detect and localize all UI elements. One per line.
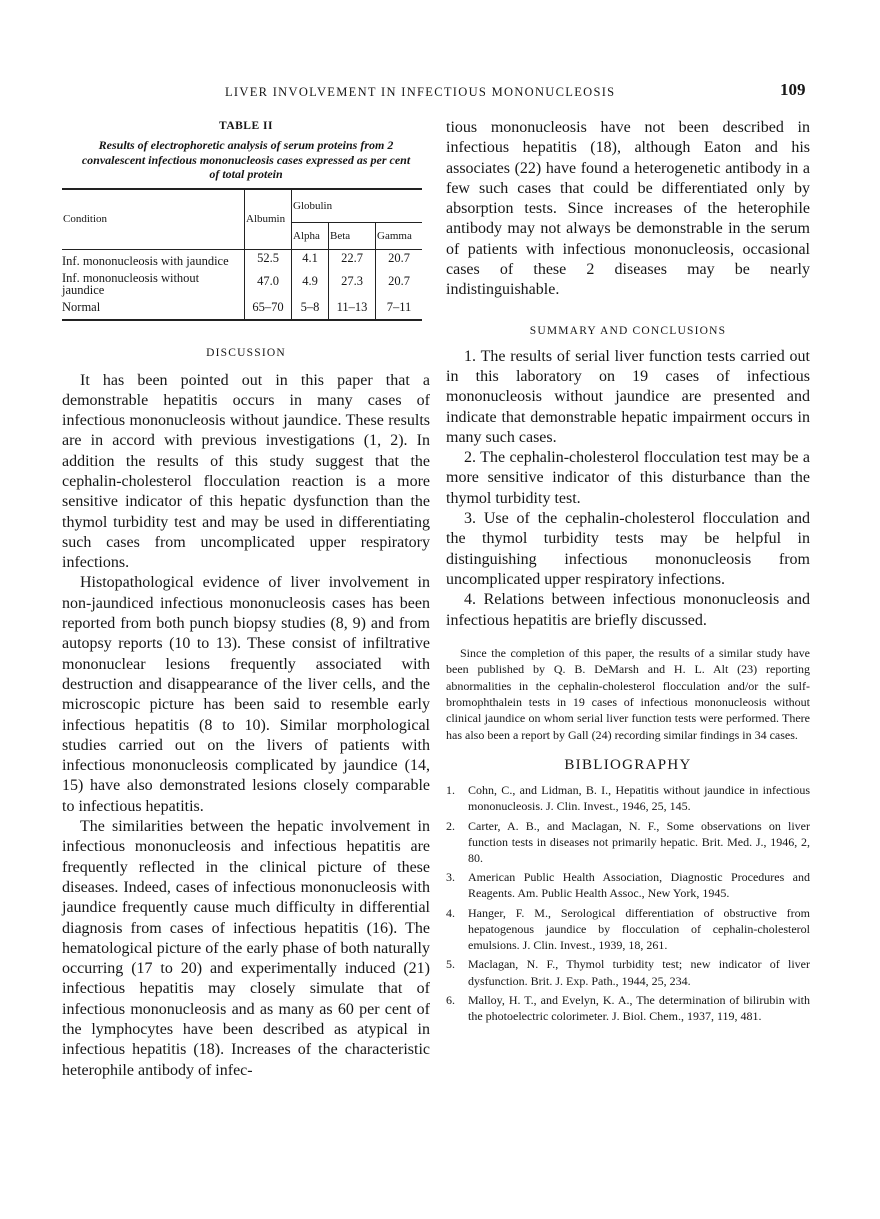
reference-text: Cohn, C., and Lidman, B. I., Hepatitis without jaundice in infectious mononucleosis. J. Clin. Invest., 1946, 25, 145. xyxy=(468,783,810,814)
table-row xyxy=(62,249,422,267)
table-label: TABLE II xyxy=(219,120,273,132)
right-column xyxy=(446,118,810,1024)
th-alpha: Alpha xyxy=(292,222,329,249)
reference-item xyxy=(446,869,810,901)
summary-heading: SUMMARY AND CONCLUSIONS xyxy=(529,324,727,337)
cell-alpha: 5–8 xyxy=(292,296,329,320)
cell-condition: Inf. mononucleosis without jaundice xyxy=(62,270,200,297)
reference-item xyxy=(446,956,810,988)
reference-number: 1. xyxy=(446,783,455,798)
reference-item xyxy=(446,905,810,954)
reference-item xyxy=(446,782,810,814)
cell-gamma: 20.7 xyxy=(376,267,423,296)
reference-text: Maclagan, N. F., Thymol turbidity test; new indicator of liver dysfunction. Brit. J. Exp. Path., 1944, 25, 234. xyxy=(468,957,810,988)
running-title: LIVER INVOLVEMENT IN INFECTIOUS MONONUCLEOSIS xyxy=(225,85,616,99)
reference-number: 3. xyxy=(446,870,455,885)
th-gamma: Gamma xyxy=(376,222,423,249)
cell-alpha: 4.1 xyxy=(292,249,329,267)
electrophoresis-table xyxy=(62,188,422,321)
discussion-continuation: tious mononucleosis have not been described in infectious hepatitis (18), although Eaton and his associates (22) have found a heterogenetic antibody in a few such cases that could be differentiated only by absorption tests. Since increases of the heterophile antibody may not always be demonstrable in the serum of patients with infectious mononucleosis, occasional cases of these 2 diseases may be nearly indistinguishable. xyxy=(446,119,810,299)
table-row xyxy=(62,267,422,296)
page-number: 109 xyxy=(780,80,806,99)
cell-albumin: 52.5 xyxy=(245,249,292,267)
discussion-paragraph: The similarities between the hepatic involvement in infectious mononucleosis and infectious hepatitis are frequently reflected in the clinical picture of these diseases. Indeed, cases of infectious mononucleosis with jaundice frequently cause much difficulty in differential diagnosis from cases of infectious hepatitis (16). The hematological picture of the early phase of both naturally occurring (17 to 20) and experimentally induced (21) infectious hepatitis may closely simulate that of infectious mononucleosis and as many as 60 per cent of the lymphocytes have been described as atypical in infectious hepatitis (18). Increases of the characteristic heterophile antibody of infec- xyxy=(62,818,430,1079)
summary-item: 3. Use of the cephalin-cholesterol flocculation and the thymol turbidity tests may be helpful in distinguishing infectious mononucleosis from uncomplicated upper respiratory infections. xyxy=(446,510,810,588)
reference-number: 4. xyxy=(446,905,455,920)
left-column xyxy=(62,118,430,1081)
discussion-heading: DISCUSSION xyxy=(206,346,286,359)
cell-albumin: 47.0 xyxy=(245,267,292,296)
discussion-paragraph: Histopathological evidence of liver involvement in non-jaundiced infectious mononucleosis cases has been reported from both punch biopsy studies (8, 9) and from autopsy reports (10 to 13). These consist of infiltrative mononuclear lesions frequently associated with destruction and disappearance of the liver cells, and the microscopic picture has been said to resemble early infectious hepatitis (8 to 10). Similar morphological studies carried out on the livers of patients with infectious mononucleosis complicated by jaundice (14, 15) have also demonstrated lesions closely comparable to infectious hepatitis. xyxy=(62,574,430,815)
cell-gamma: 20.7 xyxy=(376,249,423,267)
cell-albumin: 65–70 xyxy=(245,296,292,320)
reference-number: 5. xyxy=(446,957,455,972)
summary-item: 1. The results of serial liver function tests carried out in this laboratory on 19 cases of infectious mononucleosis without jaundice are presented and indicate that demonstrable hepatic impairment occurs in many such cases. xyxy=(446,347,810,446)
reference-text: Hanger, F. M., Serological differentiation of obstructive from hepatogenous jaundice by flocculation of cephalin-cholesterol emulsions. J. Clin. Invest., 1939, 18, 261. xyxy=(468,905,810,953)
cell-condition: Normal xyxy=(62,299,101,314)
cell-beta: 11–13 xyxy=(329,296,376,320)
reference-number: 6. xyxy=(446,992,455,1007)
reference-text: Malloy, H. T., and Evelyn, K. A., The determination of bilirubin with the photoelectric colorimeter. J. Biol. Chem., 1937, 119, 481. xyxy=(468,992,810,1023)
reference-item xyxy=(446,992,810,1024)
reference-text: Carter, A. B., and Maclagan, N. F., Some observations on liver function tests in diseases not primarily hepatic. Brit. Med. J., 1946, 2, 80. xyxy=(468,818,810,866)
cell-condition: Inf. mononucleosis with jaundice xyxy=(62,253,229,268)
cell-gamma: 7–11 xyxy=(376,296,423,320)
reference-text: American Public Health Association, Diagnostic Procedures and Reagents. Am. Public Health Assoc., New York, 1945. xyxy=(468,870,810,901)
th-globulin: Globulin xyxy=(292,189,423,223)
cell-alpha: 4.9 xyxy=(292,267,329,296)
table-row xyxy=(62,296,422,320)
th-condition: Condition xyxy=(62,189,245,250)
summary-item: 2. The cephalin-cholesterol flocculation test may be a more sensitive indicator of this disturbance than the thymol turbidity test. xyxy=(446,449,810,507)
th-beta: Beta xyxy=(329,222,376,249)
summary-item: 4. Relations between infectious mononucleosis and infectious hepatitis are briefly discussed. xyxy=(446,591,810,629)
table-caption: Results of electrophoretic analysis of serum proteins from 2 convalescent infectious mononucleosis cases expressed as per cent of total protein xyxy=(81,138,411,181)
discussion-paragraph: It has been pointed out in this paper that a demonstrable hepatitis occurs in many cases of infectious mononucleosis without jaundice. These results are in accord with previous investigations (1, 2). In addition the results of this study suggest that the cephalin-cholesterol flocculation reaction is a more sensitive indicator of this hepatic dysfunction than the thymol turbidity test and may be used in differentiating such cases from uncomplicated upper respiratory infections. xyxy=(62,371,430,572)
cell-beta: 27.3 xyxy=(329,267,376,296)
addendum-note: Since the completion of this paper, the results of a similar study have been published by Q. B. DeMarsh and H. L. Alt (23) reporting abnormalities in the cephalin-cholesterol flocculation and/or the sulf-bromophthalein tests in 19 cases of infectious mononucleosis without clinical jaundice on whom serial liver function tests were performed. There has also been a report by Gall (24) recording similar findings in 34 cases. xyxy=(446,645,810,742)
reference-number: 2. xyxy=(446,818,455,833)
reference-item xyxy=(446,818,810,867)
cell-beta: 22.7 xyxy=(329,249,376,267)
th-albumin: Albumin xyxy=(245,189,292,250)
bibliography-heading: BIBLIOGRAPHY xyxy=(564,757,692,774)
